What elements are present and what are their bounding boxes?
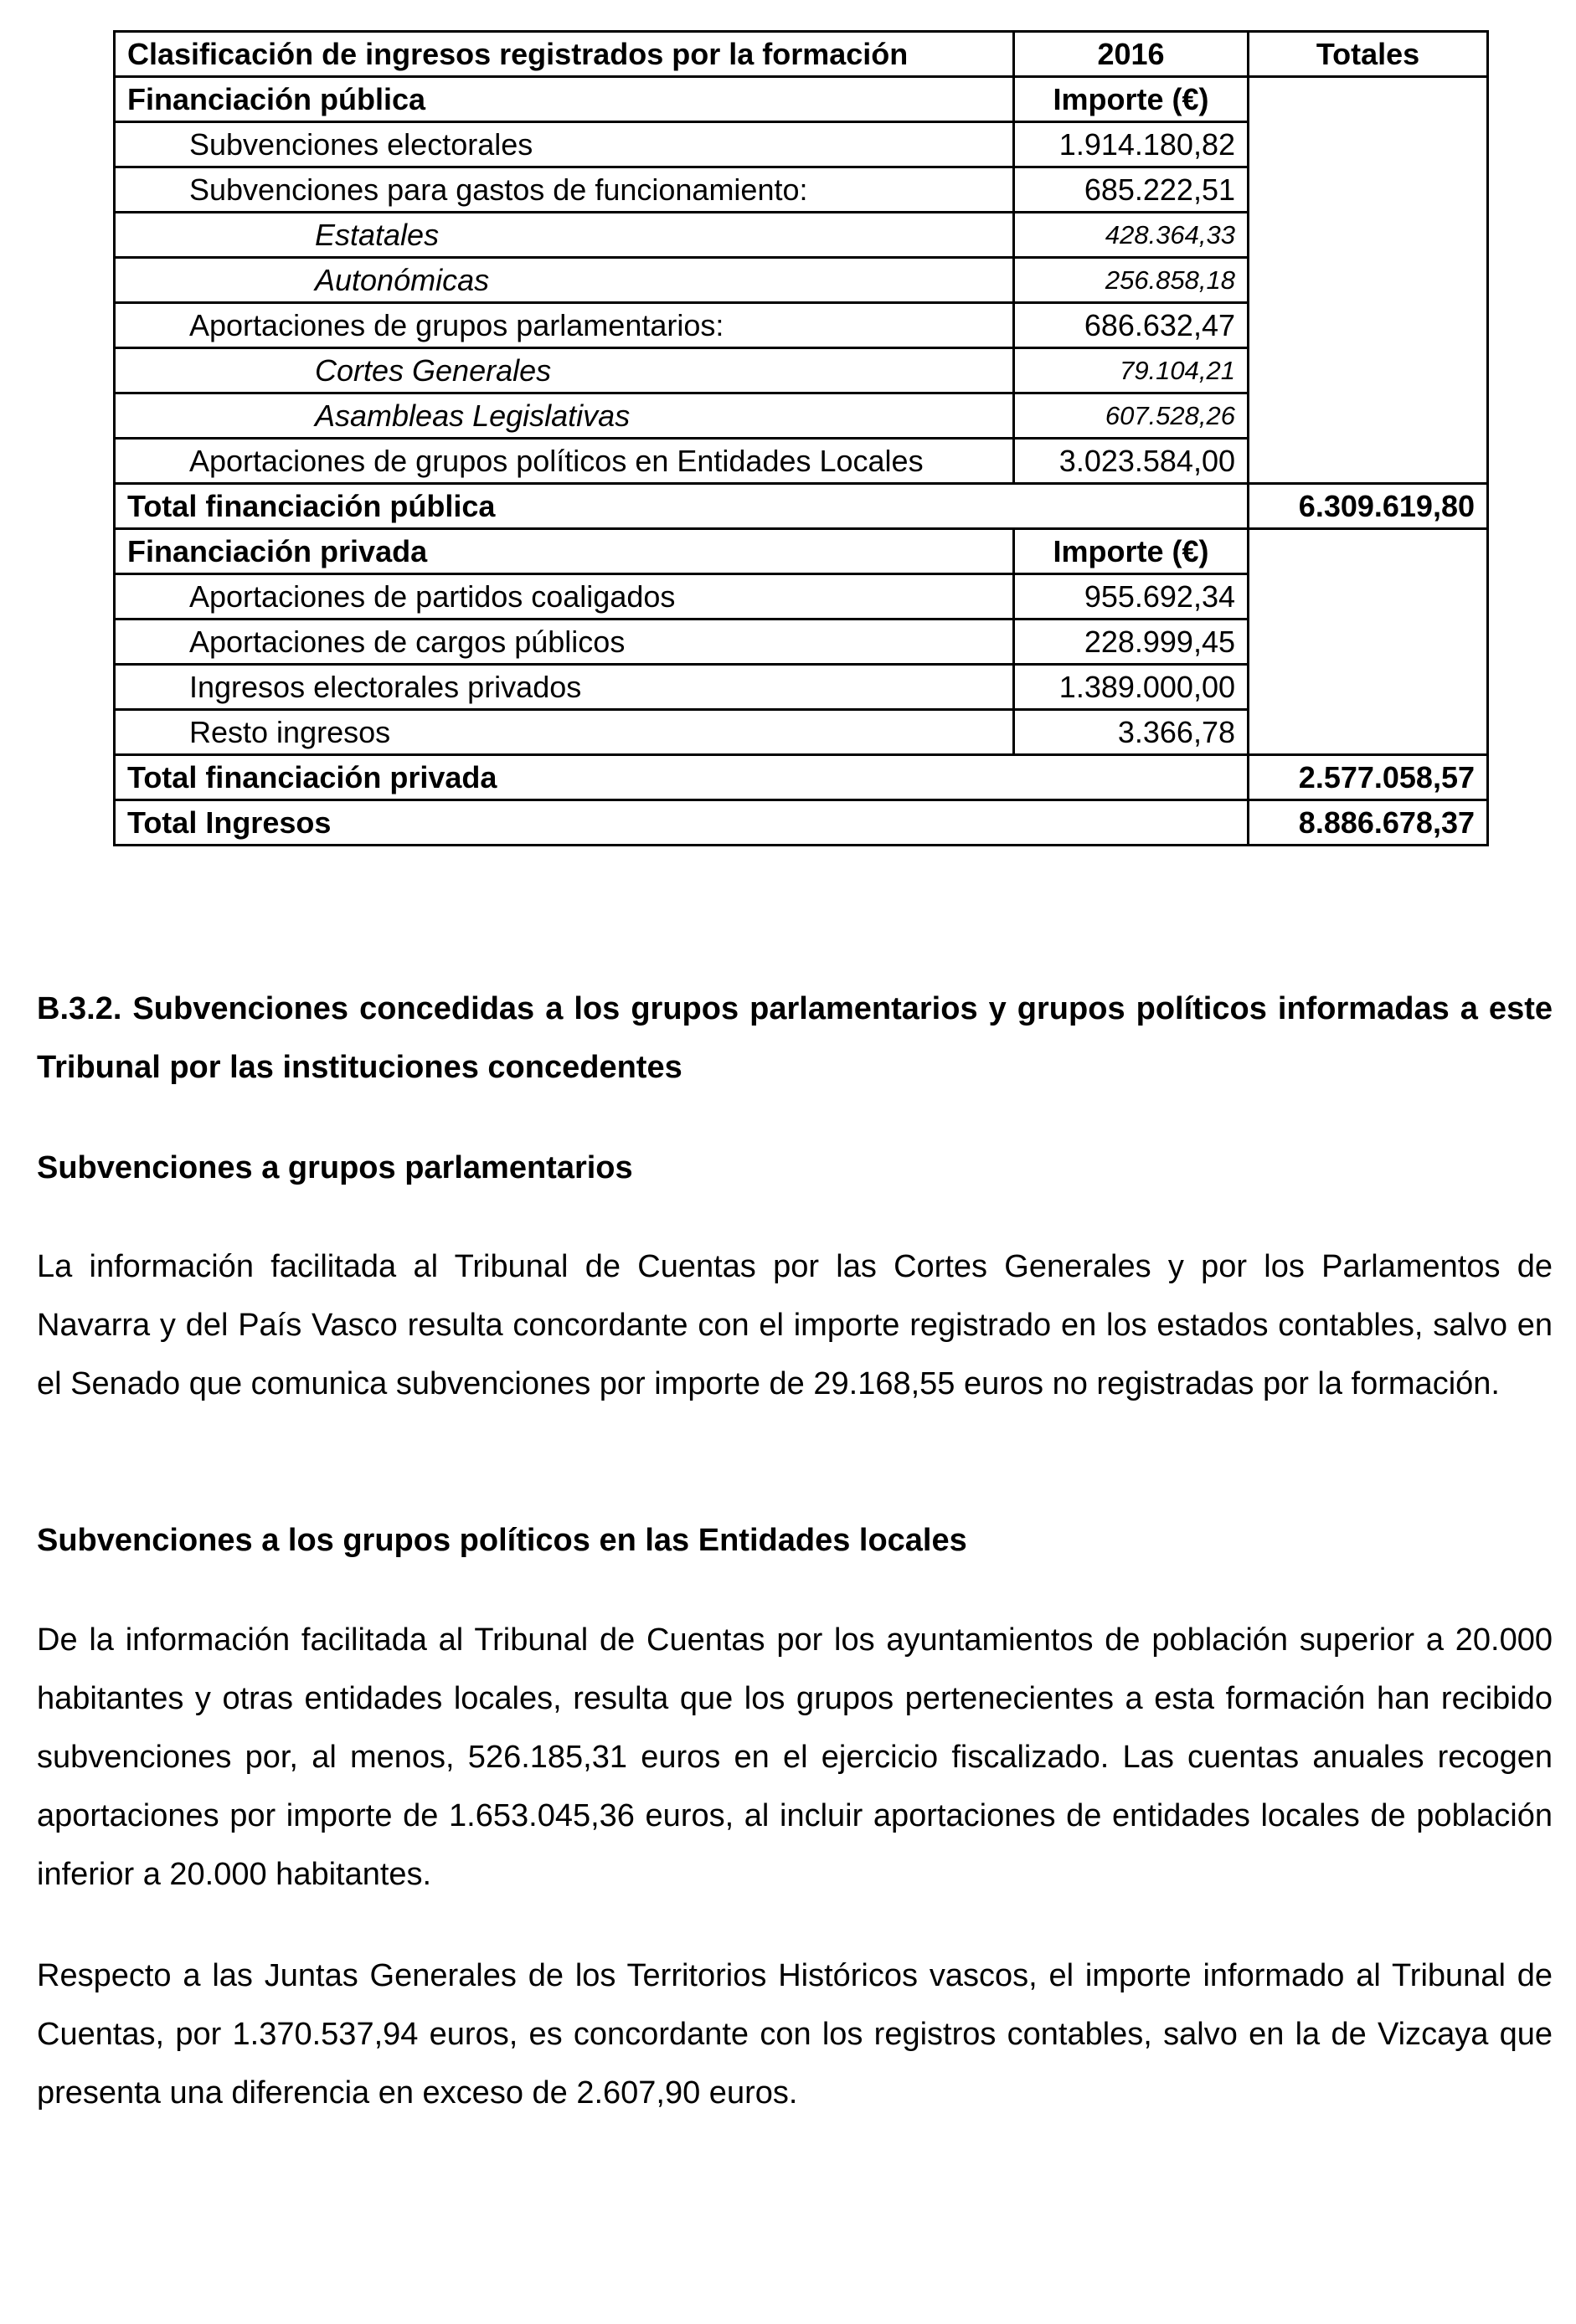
table-row <box>115 755 1488 800</box>
row-value: 228.999,45 <box>1014 620 1249 665</box>
private-total-label: Total financiación privada <box>115 755 1249 800</box>
table-row <box>115 77 1488 122</box>
row-value: 79.104,21 <box>1014 348 1249 393</box>
public-totals-cell <box>1249 77 1488 484</box>
paragraph-local-2: Respecto a las Juntas Generales de los Territorios Históricos vascos, el importe informado al Tribunal de Cuentas, por 1.370.537,94 euros, es concordante con los registros contables, salvo en la de Vizcaya que presenta una diferencia en exceso de 2.607,90 euros. <box>37 1958 1553 2111</box>
paragraph-parliamentary: La información facilitada al Tribunal de Cuentas por las Cortes Generales y por los Parlamentos de Navarra y del País Vasco resulta concordante con el importe registrado en los estados contables, salvo en el Senado que comunica subvenciones por importe de 29.168,55 euros no registradas por la formación. <box>37 1249 1553 1401</box>
row-label: Subvenciones electorales <box>115 122 1014 167</box>
row-value: 955.692,34 <box>1014 574 1249 620</box>
row-label: Resto ingresos <box>115 710 1014 755</box>
row-label: Asambleas Legislativas <box>115 393 1014 439</box>
paragraph-local-1: De la información facilitada al Tribunal de Cuentas por los ayuntamientos de población superior a 20.000 habitantes y otras entidades locales, resulta que los grupos pertenecientes a esta formación han recibido subvenciones por, al menos, 526.185,31 euros en el ejercicio fiscalizado. Las cuentas anuales recogen aportaciones por importe de 1.653.045,36 euros, al incluir aportaciones de entidades locales de población inferior a 20.000 habitantes. <box>37 1622 1553 1892</box>
row-value: 256.858,18 <box>1014 258 1249 303</box>
row-label: Cortes Generales <box>115 348 1014 393</box>
row-label: Aportaciones de grupos parlamentarios: <box>115 303 1014 348</box>
private-totals-cell <box>1249 529 1488 755</box>
grand-total-label: Total Ingresos <box>115 800 1249 846</box>
header-totals: Totales <box>1249 32 1488 77</box>
row-value: 685.222,51 <box>1014 167 1249 213</box>
private-section-title: Financiación privada <box>115 529 1014 574</box>
table-row <box>115 484 1488 529</box>
public-section-title: Financiación pública <box>115 77 1014 122</box>
row-label: Subvenciones para gastos de funcionamiento: <box>115 167 1014 213</box>
grand-total-value: 8.886.678,37 <box>1249 800 1488 846</box>
table-header-row <box>115 32 1488 77</box>
section-heading: B.3.2. Subvenciones concedidas a los grupos parlamentarios y grupos políticos informadas a este Tribunal por las instituciones concedentes <box>37 991 1553 1085</box>
subsection-heading-local: Subvenciones a los grupos políticos en las Entidades locales <box>37 1523 967 1558</box>
table-row <box>115 800 1488 846</box>
private-total-value: 2.577.058,57 <box>1249 755 1488 800</box>
table-row <box>115 529 1488 574</box>
row-label: Aportaciones de partidos coaligados <box>115 574 1014 620</box>
public-total-value: 6.309.619,80 <box>1249 484 1488 529</box>
row-label: Aportaciones de grupos políticos en Entidades Locales <box>115 439 1014 484</box>
header-year: 2016 <box>1014 32 1249 77</box>
public-importe-label: Importe (€) <box>1014 77 1249 122</box>
income-table <box>113 30 1489 846</box>
private-importe-label: Importe (€) <box>1014 529 1249 574</box>
row-value: 686.632,47 <box>1014 303 1249 348</box>
row-label: Autonómicas <box>115 258 1014 303</box>
row-label: Aportaciones de cargos públicos <box>115 620 1014 665</box>
row-value: 3.366,78 <box>1014 710 1249 755</box>
row-value: 1.914.180,82 <box>1014 122 1249 167</box>
row-value: 607.528,26 <box>1014 393 1249 439</box>
row-value: 3.023.584,00 <box>1014 439 1249 484</box>
row-label: Ingresos electorales privados <box>115 665 1014 710</box>
row-value: 1.389.000,00 <box>1014 665 1249 710</box>
row-value: 428.364,33 <box>1014 213 1249 258</box>
public-total-label: Total financiación pública <box>115 484 1249 529</box>
header-classification: Clasificación de ingresos registrados por la formación <box>115 32 1014 77</box>
row-label: Estatales <box>115 213 1014 258</box>
subsection-heading-parliamentary: Subvenciones a grupos parlamentarios <box>37 1150 633 1185</box>
